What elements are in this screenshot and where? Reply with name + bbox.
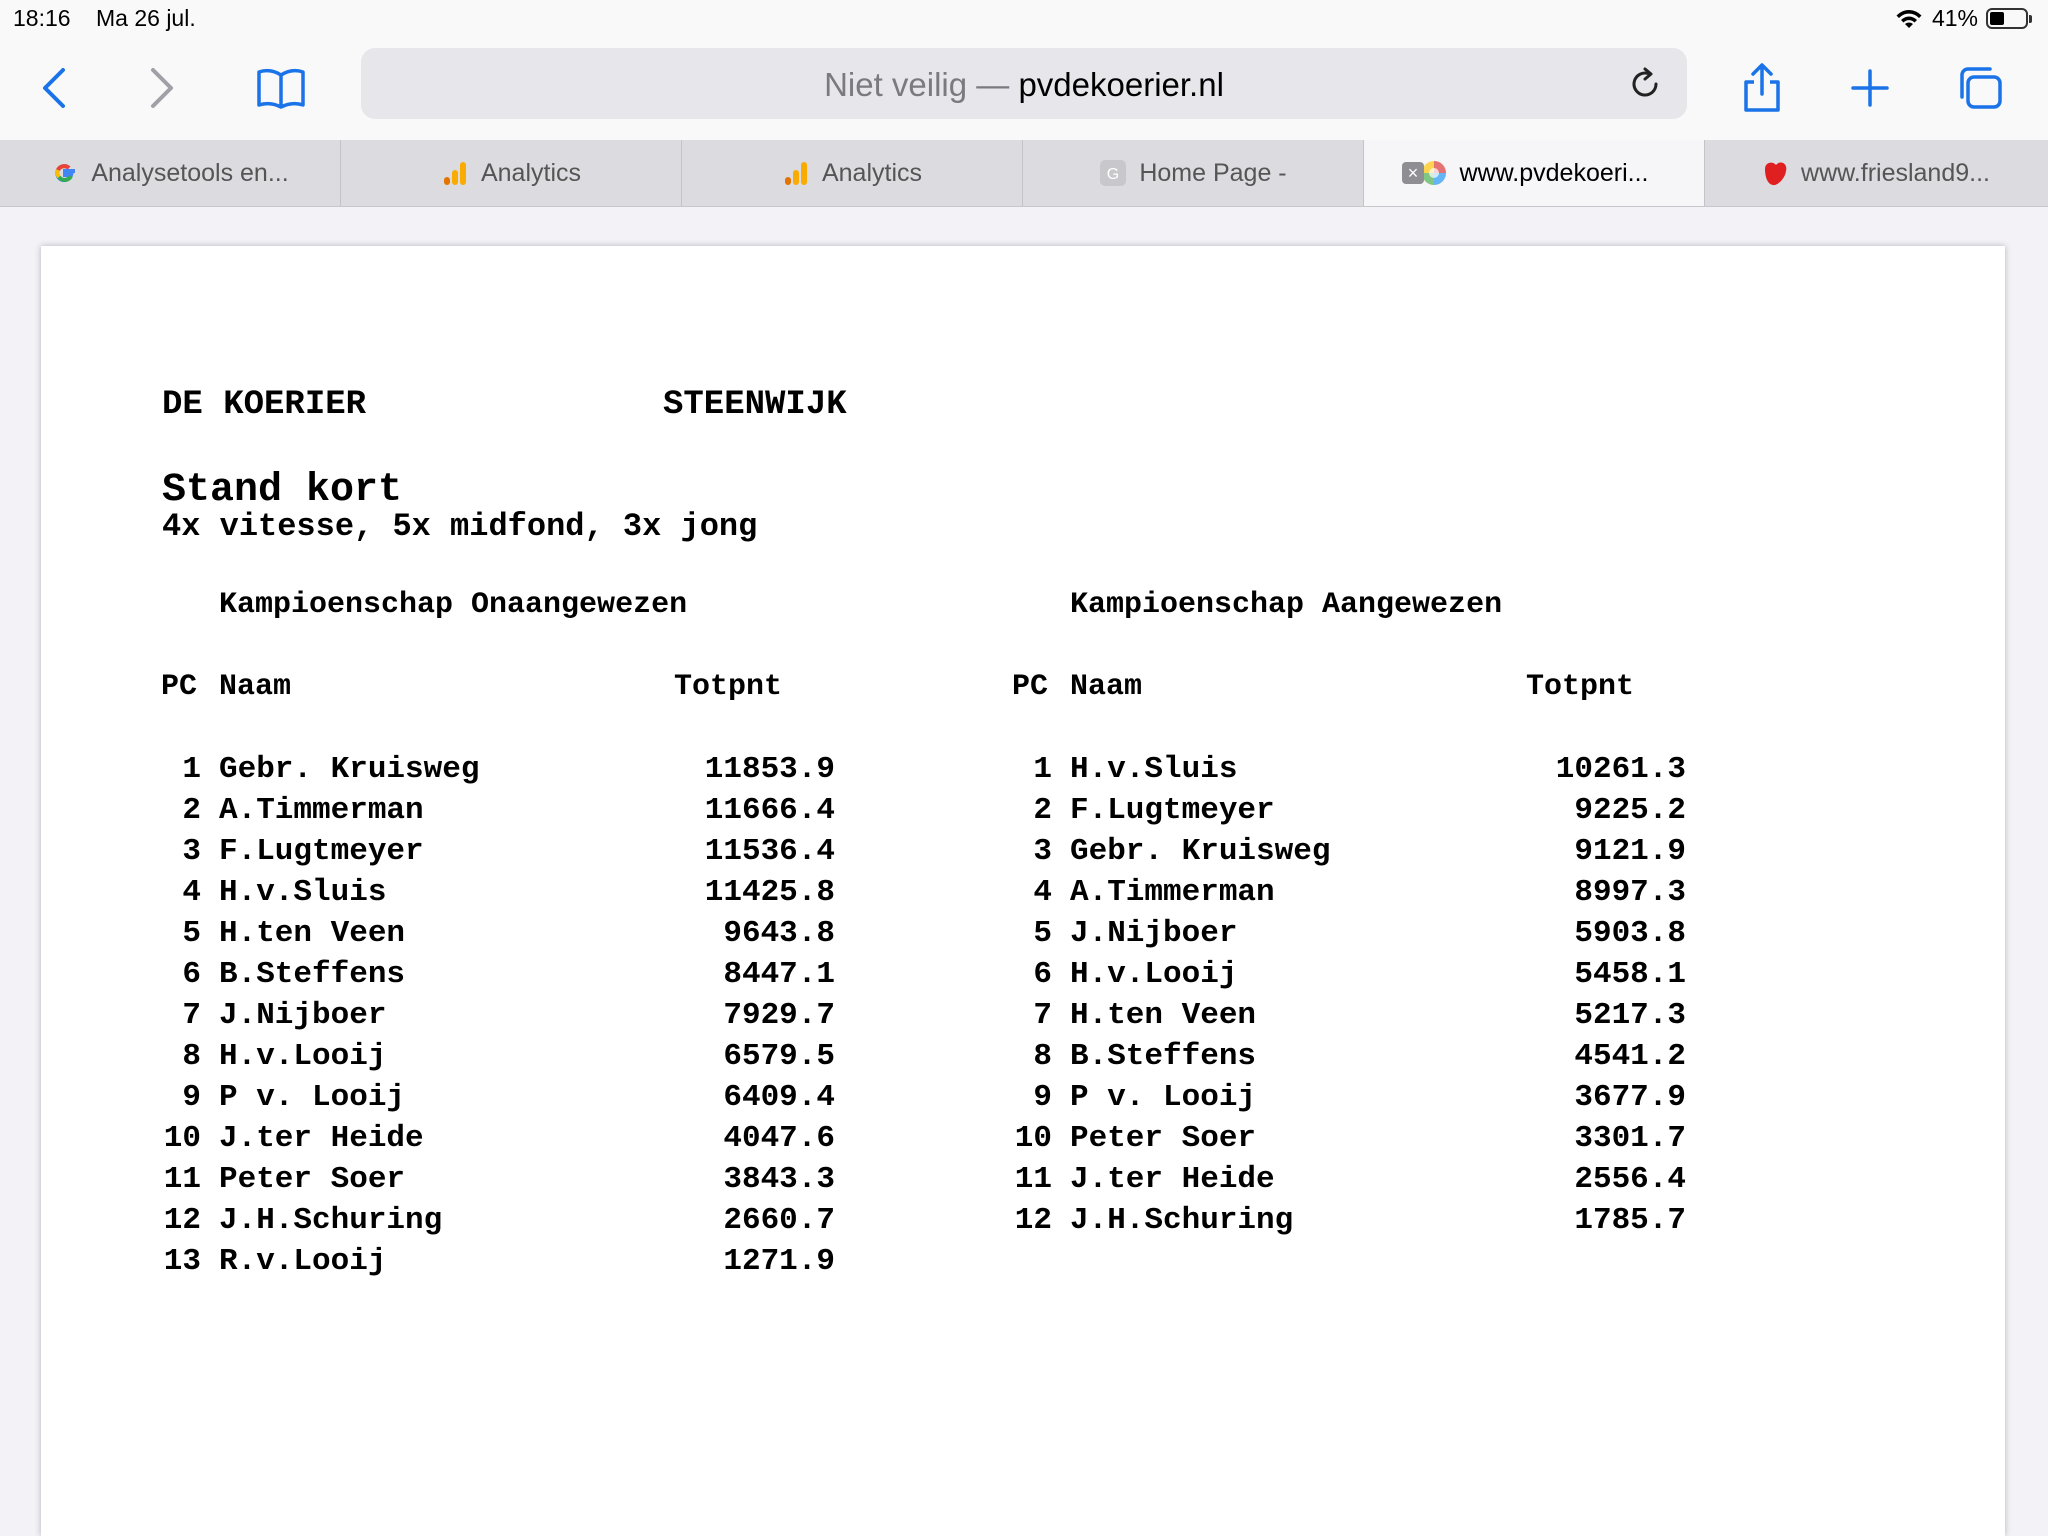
name-cell: H.v.Sluis xyxy=(219,875,387,910)
name-cell: J.ter Heide xyxy=(1070,1162,1275,1197)
left-header-name: Naam xyxy=(219,670,292,704)
name-cell: B.Steffens xyxy=(1070,1039,1257,1074)
total-cell: 11536.4 xyxy=(704,834,835,869)
rank-cell: 5 xyxy=(1033,916,1052,951)
tab-label: Analytics xyxy=(821,158,923,187)
tab-analytics-1[interactable] xyxy=(341,140,682,206)
browser-toolbar xyxy=(0,40,2048,140)
rank-cell: 8 xyxy=(1033,1039,1052,1074)
battery-icon xyxy=(1986,8,2028,29)
status-time: 18:16 xyxy=(13,5,71,31)
google-icon xyxy=(51,159,79,187)
left-header-pc: PC xyxy=(161,670,198,704)
analytics-icon xyxy=(441,159,469,187)
tab-label: www.pvdekoeri... xyxy=(1459,158,1649,187)
name-cell: A.Timmerman xyxy=(1070,875,1275,910)
club-city: STEENWIJK xyxy=(663,386,847,424)
tab-home-page[interactable] xyxy=(1023,140,1364,206)
reload-icon[interactable] xyxy=(1625,64,1665,104)
url-security-label: Niet veilig — xyxy=(824,66,1019,103)
battery-percent: 41% xyxy=(1931,5,1978,31)
total-cell: 10261.3 xyxy=(1555,752,1686,787)
share-icon[interactable] xyxy=(1732,58,1792,118)
total-cell: 8447.1 xyxy=(723,957,835,992)
total-cell: 3677.9 xyxy=(1574,1080,1686,1115)
rank-cell: 9 xyxy=(182,1080,201,1115)
total-cell: 6409.4 xyxy=(723,1080,835,1115)
rank-cell: 7 xyxy=(182,998,201,1033)
tab-label: Analytics xyxy=(480,158,582,187)
rank-cell: 11 xyxy=(163,1162,201,1197)
tab-analysetools[interactable] xyxy=(0,140,341,206)
name-cell: P v. Looij xyxy=(1070,1080,1257,1115)
rank-cell: 2 xyxy=(1033,793,1052,828)
bookmarks-icon[interactable] xyxy=(251,58,311,118)
status-date: Ma 26 jul. xyxy=(96,5,196,31)
rank-cell: 6 xyxy=(182,957,201,992)
total-cell: 9121.9 xyxy=(1574,834,1686,869)
total-cell: 5217.3 xyxy=(1574,998,1686,1033)
total-cell: 5903.8 xyxy=(1574,916,1686,951)
tab-label: Analysetools en... xyxy=(91,158,289,187)
left-header-total: Totpnt xyxy=(674,670,783,704)
tab-label: Home Page - xyxy=(1139,158,1287,187)
rank-cell: 3 xyxy=(1033,834,1052,869)
wifi-icon xyxy=(1894,8,1924,30)
name-cell: Gebr. Kruisweg xyxy=(219,752,480,787)
tab-pvdekoerier[interactable] xyxy=(1364,140,1705,206)
forward-icon[interactable] xyxy=(132,58,192,118)
rank-cell: 11 xyxy=(1014,1162,1052,1197)
total-cell: 11425.8 xyxy=(704,875,835,910)
right-header-pc: PC xyxy=(1012,670,1049,704)
status-bar xyxy=(0,0,2048,40)
total-cell: 1271.9 xyxy=(723,1244,835,1279)
status-right xyxy=(1894,5,2028,32)
back-icon[interactable] xyxy=(24,58,84,118)
rank-cell: 12 xyxy=(1014,1203,1052,1238)
rank-cell: 4 xyxy=(1033,875,1052,910)
name-cell: B.Steffens xyxy=(219,957,406,992)
rank-cell: 6 xyxy=(1033,957,1052,992)
right-header-total: Totpnt xyxy=(1526,670,1635,704)
name-cell: J.H.Schuring xyxy=(1070,1203,1294,1238)
rank-cell: 3 xyxy=(182,834,201,869)
total-cell: 11853.9 xyxy=(704,752,835,787)
right-section-title: Kampioenschap Aangewezen xyxy=(1070,588,1503,622)
total-cell: 7929.7 xyxy=(723,998,835,1033)
rank-cell: 1 xyxy=(1033,752,1052,787)
rank-cell: 2 xyxy=(182,793,201,828)
left-section-title: Kampioenschap Onaangewezen xyxy=(219,588,688,622)
rank-cell: 10 xyxy=(163,1121,201,1156)
rank-cell: 10 xyxy=(1014,1121,1052,1156)
rank-cell: 13 xyxy=(163,1244,201,1279)
name-cell: Gebr. Kruisweg xyxy=(1070,834,1331,869)
analytics-icon xyxy=(782,159,810,187)
tab-friesland[interactable] xyxy=(1705,140,2046,206)
name-cell: H.v.Looij xyxy=(219,1039,387,1074)
rank-cell: 8 xyxy=(182,1039,201,1074)
page-subtitle: Stand kort xyxy=(162,468,403,513)
url-domain: pvdekoerier.nl xyxy=(1018,66,1224,103)
name-cell: H.v.Sluis xyxy=(1070,752,1238,787)
name-cell: Peter Soer xyxy=(1070,1121,1257,1156)
total-cell: 9643.8 xyxy=(723,916,835,951)
name-cell: F.Lugtmeyer xyxy=(219,834,424,869)
rank-cell: 9 xyxy=(1033,1080,1052,1115)
total-cell: 3301.7 xyxy=(1574,1121,1686,1156)
tab-bar xyxy=(0,140,2048,207)
total-cell: 11666.4 xyxy=(704,793,835,828)
page-subline: 4x vitesse, 5x midfond, 3x jong xyxy=(162,508,758,545)
total-cell: 3843.3 xyxy=(723,1162,835,1197)
name-cell: Peter Soer xyxy=(219,1162,406,1197)
tab-label: www.friesland9... xyxy=(1801,158,1990,187)
name-cell: F.Lugtmeyer xyxy=(1070,793,1275,828)
rank-cell: 5 xyxy=(182,916,201,951)
rank-cell: 1 xyxy=(182,752,201,787)
total-cell: 5458.1 xyxy=(1574,957,1686,992)
total-cell: 4541.2 xyxy=(1574,1039,1686,1074)
tabs-overview-icon[interactable] xyxy=(1950,58,2010,118)
total-cell: 2556.4 xyxy=(1574,1162,1686,1197)
svg-text:G: G xyxy=(1107,166,1120,183)
rank-cell: 4 xyxy=(182,875,201,910)
generic-g-icon xyxy=(1099,159,1127,187)
tab-analytics-2[interactable] xyxy=(682,140,1023,206)
club-name: DE KOERIER xyxy=(162,386,367,424)
name-cell: P v. Looij xyxy=(219,1080,406,1115)
red-blob-icon xyxy=(1761,159,1789,187)
rank-cell: 7 xyxy=(1033,998,1052,1033)
close-tab-icon[interactable]: × xyxy=(1402,162,1424,184)
total-cell: 4047.6 xyxy=(723,1121,835,1156)
name-cell: J.H.Schuring xyxy=(219,1203,443,1238)
address-bar[interactable] xyxy=(361,48,1687,119)
name-cell: A.Timmerman xyxy=(219,793,424,828)
web-page xyxy=(41,246,2005,1536)
total-cell: 8997.3 xyxy=(1574,875,1686,910)
url-text xyxy=(361,66,1687,104)
total-cell: 9225.2 xyxy=(1574,793,1686,828)
name-cell: J.Nijboer xyxy=(219,998,387,1033)
name-cell: H.v.Looij xyxy=(1070,957,1238,992)
name-cell: J.ter Heide xyxy=(219,1121,424,1156)
name-cell: H.ten Veen xyxy=(1070,998,1257,1033)
total-cell: 2660.7 xyxy=(723,1203,835,1238)
new-tab-icon[interactable] xyxy=(1840,58,1900,118)
name-cell: R.v.Looij xyxy=(219,1244,387,1279)
total-cell: 6579.5 xyxy=(723,1039,835,1074)
total-cell: 1785.7 xyxy=(1574,1203,1686,1238)
name-cell: J.Nijboer xyxy=(1070,916,1238,951)
rank-cell: 12 xyxy=(163,1203,201,1238)
name-cell: H.ten Veen xyxy=(219,916,406,951)
battery-level xyxy=(1990,12,2004,25)
right-header-name: Naam xyxy=(1070,670,1143,704)
